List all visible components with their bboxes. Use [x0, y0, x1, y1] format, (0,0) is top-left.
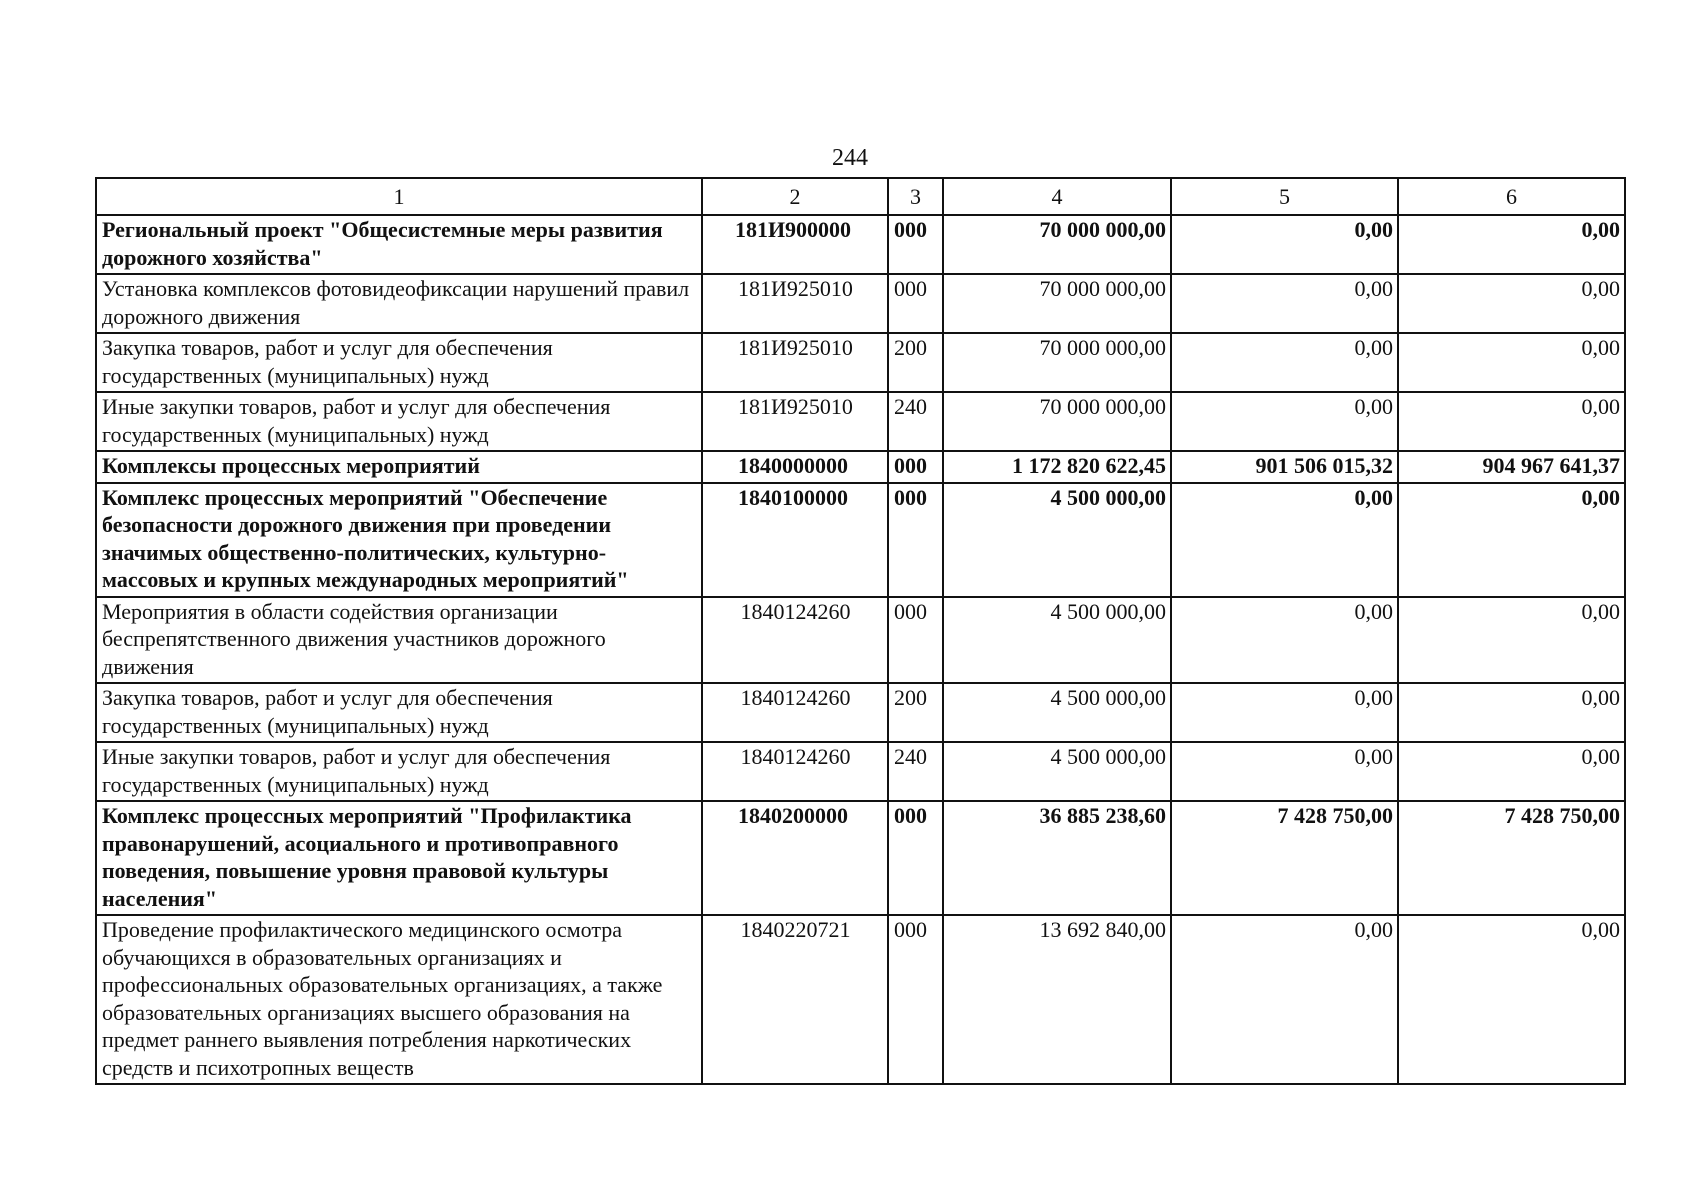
row-value-4-cell: 4 500 000,00: [943, 597, 1171, 684]
row-value-6-cell: 0,00: [1398, 215, 1625, 274]
row-value-4-cell: 70 000 000,00: [943, 215, 1171, 274]
row-value-6-cell: 0,00: [1398, 274, 1625, 333]
row-name-cell: Установка комплексов фотовидеофиксации нарушений правил дорожного движения: [96, 274, 702, 333]
column-header-6: 6: [1398, 178, 1625, 215]
row-name-cell: Закупка товаров, работ и услуг для обеспечения государственных (муниципальных) нужд: [96, 333, 702, 392]
row-code-cell: 1840124260: [702, 597, 888, 684]
row-value-4-cell: 1 172 820 622,45: [943, 451, 1171, 483]
row-code-cell: 1840000000: [702, 451, 888, 483]
column-header-2: 2: [702, 178, 888, 215]
table-row: [96, 274, 1625, 333]
row-value-6-cell: 0,00: [1398, 483, 1625, 597]
row-type-cell: 000: [888, 801, 943, 915]
row-type-cell: 200: [888, 333, 943, 392]
row-value-5-cell: 0,00: [1171, 915, 1398, 1084]
column-header-1: 1: [96, 178, 702, 215]
row-value-4-cell: 70 000 000,00: [943, 392, 1171, 451]
row-name-cell: Комплекс процессных мероприятий "Обеспечение безопасности дорожного движения при проведении значимых общественно-политических, культурно-массовых и крупных международных мероприятий": [96, 483, 702, 597]
row-value-6-cell: 0,00: [1398, 333, 1625, 392]
table-row: [96, 597, 1625, 684]
row-code-cell: 1840220721: [702, 915, 888, 1084]
row-type-cell: 000: [888, 215, 943, 274]
row-type-cell: 240: [888, 742, 943, 801]
row-code-cell: 181И925010: [702, 392, 888, 451]
table-row: [96, 742, 1625, 801]
row-type-cell: 000: [888, 274, 943, 333]
table-row: [96, 683, 1625, 742]
row-value-6-cell: 0,00: [1398, 742, 1625, 801]
table-row: [96, 915, 1625, 1084]
table-row: [96, 483, 1625, 597]
column-header-5: 5: [1171, 178, 1398, 215]
row-name-cell: Мероприятия в области содействия организации беспрепятственного движения участников дорожного движения: [96, 597, 702, 684]
row-value-5-cell: 901 506 015,32: [1171, 451, 1398, 483]
row-value-5-cell: 0,00: [1171, 274, 1398, 333]
table-row: [96, 333, 1625, 392]
row-value-5-cell: 0,00: [1171, 215, 1398, 274]
table-row: [96, 801, 1625, 915]
row-code-cell: 181И900000: [702, 215, 888, 274]
column-header-3: 3: [888, 178, 943, 215]
row-value-5-cell: 0,00: [1171, 597, 1398, 684]
table-header-row: [96, 178, 1625, 215]
table-row: [96, 451, 1625, 483]
row-code-cell: 1840124260: [702, 742, 888, 801]
table-body: [96, 215, 1625, 1084]
row-type-cell: 000: [888, 915, 943, 1084]
row-value-5-cell: 7 428 750,00: [1171, 801, 1398, 915]
row-code-cell: 181И925010: [702, 274, 888, 333]
row-value-4-cell: 13 692 840,00: [943, 915, 1171, 1084]
page-number: 244: [832, 145, 868, 171]
row-type-cell: 200: [888, 683, 943, 742]
row-value-5-cell: 0,00: [1171, 333, 1398, 392]
row-value-4-cell: 4 500 000,00: [943, 483, 1171, 597]
row-value-6-cell: 0,00: [1398, 915, 1625, 1084]
row-type-cell: 000: [888, 451, 943, 483]
row-value-6-cell: 0,00: [1398, 392, 1625, 451]
row-value-5-cell: 0,00: [1171, 742, 1398, 801]
row-name-cell: Региональный проект "Общесистемные меры развития дорожного хозяйства": [96, 215, 702, 274]
row-name-cell: Иные закупки товаров, работ и услуг для обеспечения государственных (муниципальных) нужд: [96, 392, 702, 451]
row-code-cell: 181И925010: [702, 333, 888, 392]
row-code-cell: 1840100000: [702, 483, 888, 597]
row-value-6-cell: 904 967 641,37: [1398, 451, 1625, 483]
row-code-cell: 1840124260: [702, 683, 888, 742]
row-value-6-cell: 0,00: [1398, 597, 1625, 684]
row-value-5-cell: 0,00: [1171, 683, 1398, 742]
row-value-5-cell: 0,00: [1171, 392, 1398, 451]
row-type-cell: 000: [888, 483, 943, 597]
table-row: [96, 392, 1625, 451]
row-value-4-cell: 4 500 000,00: [943, 742, 1171, 801]
row-type-cell: 000: [888, 597, 943, 684]
budget-table: [95, 177, 1626, 1085]
row-value-4-cell: 4 500 000,00: [943, 683, 1171, 742]
row-value-4-cell: 36 885 238,60: [943, 801, 1171, 915]
row-name-cell: Проведение профилактического медицинского осмотра обучающихся в образовательных организациях и профессиональных образовательных организациях, а также образовательных организациях высшего образования на предмет раннего выявления потребления наркотических средств и психотропных веществ: [96, 915, 702, 1084]
row-name-cell: Иные закупки товаров, работ и услуг для обеспечения государственных (муниципальных) нужд: [96, 742, 702, 801]
row-value-6-cell: 0,00: [1398, 683, 1625, 742]
row-name-cell: Комплекс процессных мероприятий "Профилактика правонарушений, асоциального и противоправного поведения, повышение уровня правовой культуры населения": [96, 801, 702, 915]
row-value-6-cell: 7 428 750,00: [1398, 801, 1625, 915]
row-name-cell: Закупка товаров, работ и услуг для обеспечения государственных (муниципальных) нужд: [96, 683, 702, 742]
row-value-5-cell: 0,00: [1171, 483, 1398, 597]
row-value-4-cell: 70 000 000,00: [943, 333, 1171, 392]
row-name-cell: Комплексы процессных мероприятий: [96, 451, 702, 483]
column-header-4: 4: [943, 178, 1171, 215]
row-type-cell: 240: [888, 392, 943, 451]
table-row: [96, 215, 1625, 274]
row-value-4-cell: 70 000 000,00: [943, 274, 1171, 333]
row-code-cell: 1840200000: [702, 801, 888, 915]
